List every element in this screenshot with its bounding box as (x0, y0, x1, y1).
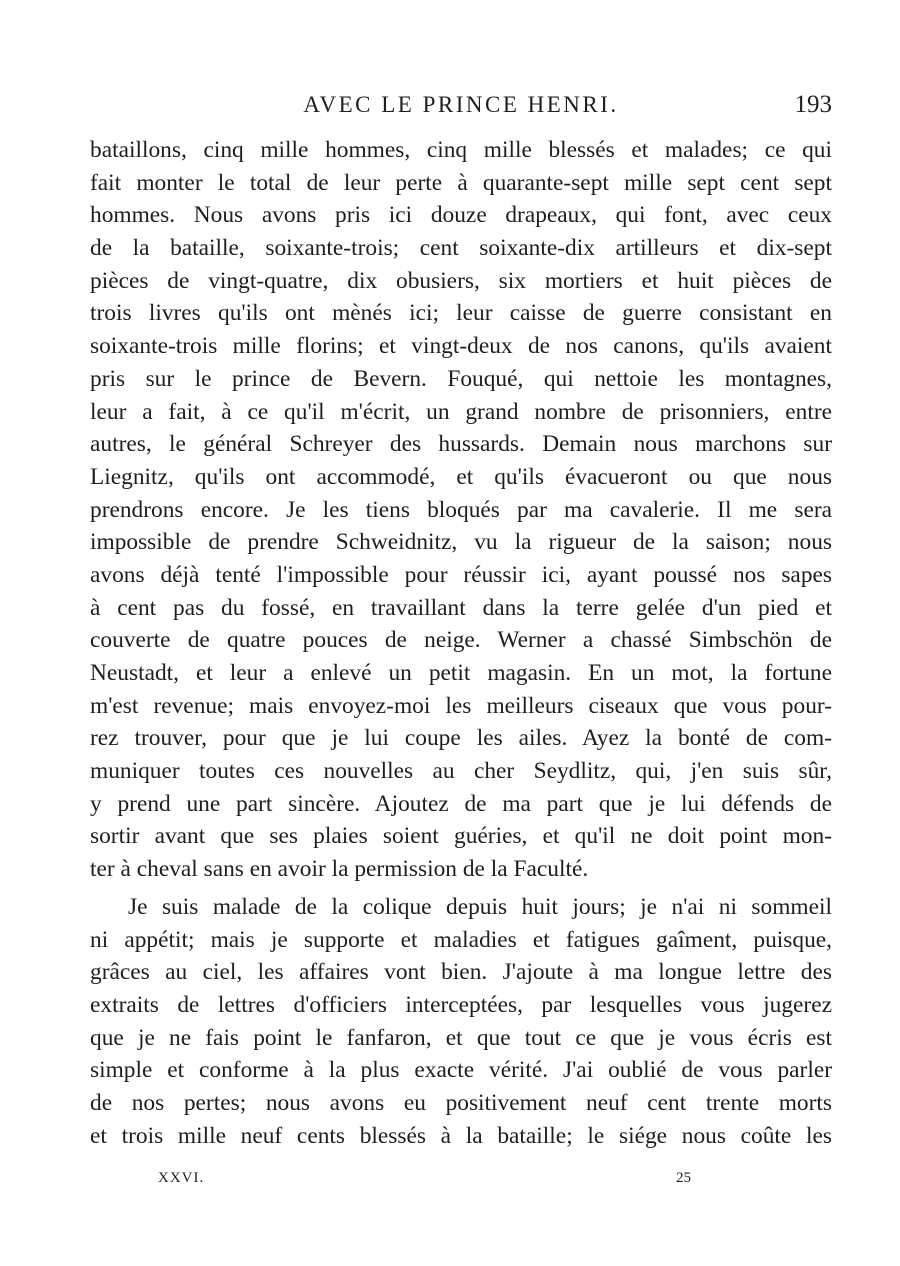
text-line: m'est revenue; mais envoyez-moi les meilleurs ciseaux que vous pour- (90, 692, 832, 719)
text-line: muniquer toutes ces nouvelles au cher Seydlitz, qui, j'en suis sûr, (90, 758, 832, 785)
text-line: simple et conforme à la plus exacte vérité. J'ai oublié de vous parler (90, 1057, 832, 1084)
text-line: grâces au ciel, les affaires vont bien. J'ajoute à ma longue lettre des (90, 959, 832, 986)
text-line: Neustadt, et leur a enlevé un petit magasin. En un mot, la fortune (90, 660, 832, 686)
text-line: bataillons, cinq mille hommes, cinq mille blessés et malades; ce qui (90, 137, 832, 163)
text-line: pris sur le prince de Bevern. Fouqué, qui nettoie les montagnes, (90, 365, 832, 392)
text-line: de nos pertes; nous avons eu positivement neuf cent trente morts (90, 1089, 832, 1116)
text-line: Liegnitz, qu'ils ont accommodé, et qu'ils évacueront ou que nous (90, 463, 832, 490)
page-footer (90, 1166, 832, 1190)
text-line: sortir avant que ses plaies soient guéries, et qu'il ne doit point mon- (90, 823, 832, 850)
text-line: impossible de prendre Schweidnitz, vu la rigueur de la saison; nous (90, 529, 832, 556)
text-line: trois livres qu'ils ont mènés ici; leur caisse de guerre consistant en (90, 300, 832, 327)
running-title: AVEC LE PRINCE HENRI. (303, 92, 619, 117)
text-line: hommes. Nous avons pris ici douze drapeaux, qui font, avec ceux (90, 202, 832, 229)
signature-mark: XXVI. (158, 1170, 205, 1186)
text-line: rez trouver, pour que je lui coupe les ailes. Ayez la bonté de com- (90, 725, 832, 752)
text-line: extraits de lettres d'officiers interceptées, par lesquelles vous jugerez (90, 991, 832, 1018)
page-number: 193 (794, 91, 832, 118)
text-line: fait monter le total de leur perte à quarante-sept mille sept cent sept (90, 169, 832, 196)
text-line: que je ne fais point le fanfaron, et que tout ce que je vous écris est (90, 1024, 832, 1051)
text-line: ni appétit; mais je supporte et maladies et fatigues gaîment, puisque, (90, 926, 832, 953)
text-line: avons déjà tenté l'impossible pour réussir ici, ayant poussé nos sapes (90, 561, 832, 588)
text-line: à cent pas du fossé, en travaillant dans la terre gelée d'un pied et (90, 594, 832, 621)
paragraph-end-line: ter à cheval sans en avoir la permission de la Faculté. (90, 856, 589, 883)
text-line: autres, le général Schreyer des hussards. Demain nous marchons sur (90, 431, 832, 458)
text-line: de la bataille, soixante-trois; cent soixante-dix artilleurs et dix-sept (90, 235, 832, 262)
text-line: pièces de vingt-quatre, dix obusiers, six mortiers et huit pièces de (90, 267, 832, 294)
body-text (90, 134, 832, 1152)
text-line: y prend une part sincère. Ajoutez de ma part que je lui défends de (90, 790, 832, 817)
text-line: et trois mille neuf cents blessés à la bataille; le siége nous coûte les (90, 1122, 832, 1149)
signature-number: 25 (676, 1170, 691, 1186)
text-line: couverte de quatre pouces de neige. Werner a chassé Simbschön de (90, 627, 832, 654)
paragraph-start-line: Je suis malade de la colique depuis huit jours; je n'ai ni sommeil (128, 893, 832, 920)
running-head (90, 88, 832, 122)
text-line: leur a fait, à ce qu'il m'écrit, un grand nombre de prisonniers, entre (90, 398, 832, 425)
text-line: prendrons encore. Je les tiens bloqués par ma cavalerie. Il me sera (90, 496, 832, 523)
text-line: soixante-trois mille florins; et vingt-deux de nos canons, qu'ils avaient (90, 333, 832, 360)
